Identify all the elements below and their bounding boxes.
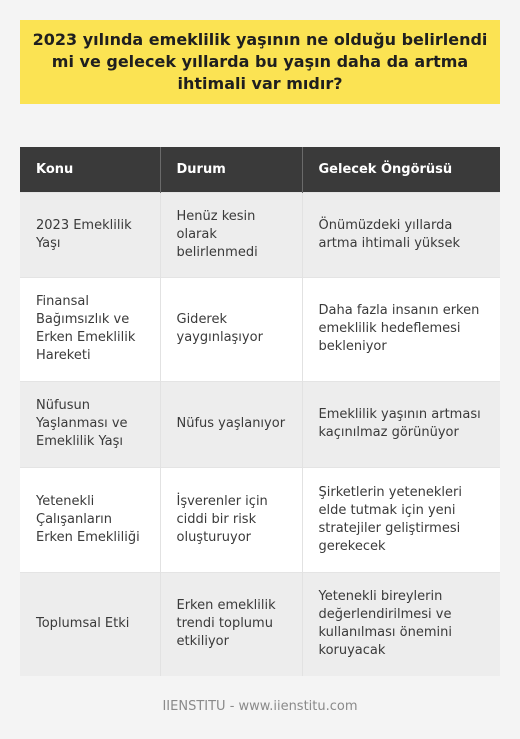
header-status: Durum [160, 147, 302, 192]
cell-topic: Yetenekli Çalışanların Erken Emekliliği [20, 467, 160, 572]
table-row [20, 572, 500, 676]
title-banner [20, 20, 500, 104]
cell-topic: 2023 Emeklilik Yaşı [20, 192, 160, 277]
cell-forecast: Emeklilik yaşının artması kaçınılmaz görünüyor [302, 381, 500, 467]
table-header-row [20, 147, 500, 192]
info-table [20, 147, 500, 676]
cell-forecast: Şirketlerin yetenekleri elde tutmak için yeni stratejiler geliştirmesi gerekecek [302, 467, 500, 572]
cell-topic: Toplumsal Etki [20, 572, 160, 676]
cell-status: Giderek yaygınlaşıyor [160, 277, 302, 381]
table-row [20, 192, 500, 277]
header-topic: Konu [20, 147, 160, 192]
table-row [20, 381, 500, 467]
cell-status: Erken emeklilik trendi toplumu etkiliyor [160, 572, 302, 676]
header-forecast: Gelecek Öngörüsü [302, 147, 500, 192]
cell-topic: Nüfusun Yaşlanması ve Emeklilik Yaşı [20, 381, 160, 467]
table-row [20, 277, 500, 381]
cell-status: İşverenler için ciddi bir risk oluşturuyor [160, 467, 302, 572]
table-row [20, 467, 500, 572]
cell-forecast: Önümüzdeki yıllarda artma ihtimali yüksek [302, 192, 500, 277]
footer-credit: IIENSTITU - www.iienstitu.com [162, 699, 358, 714]
cell-status: Nüfus yaşlanıyor [160, 381, 302, 467]
cell-forecast: Daha fazla insanın erken emeklilik hedeflemesi bekleniyor [302, 277, 500, 381]
cell-topic: Finansal Bağımsızlık ve Erken Emeklilik Hareketi [20, 277, 160, 381]
cell-status: Henüz kesin olarak belirlenmedi [160, 192, 302, 277]
page-title: 2023 yılında emeklilik yaşının ne olduğu belirlendi mi ve gelecek yıllarda bu yaşın daha da artma ihtimali var mıdır? [32, 30, 488, 93]
cell-forecast: Yetenekli bireylerin değerlendirilmesi ve kullanılması önemini koruyacak [302, 572, 500, 676]
